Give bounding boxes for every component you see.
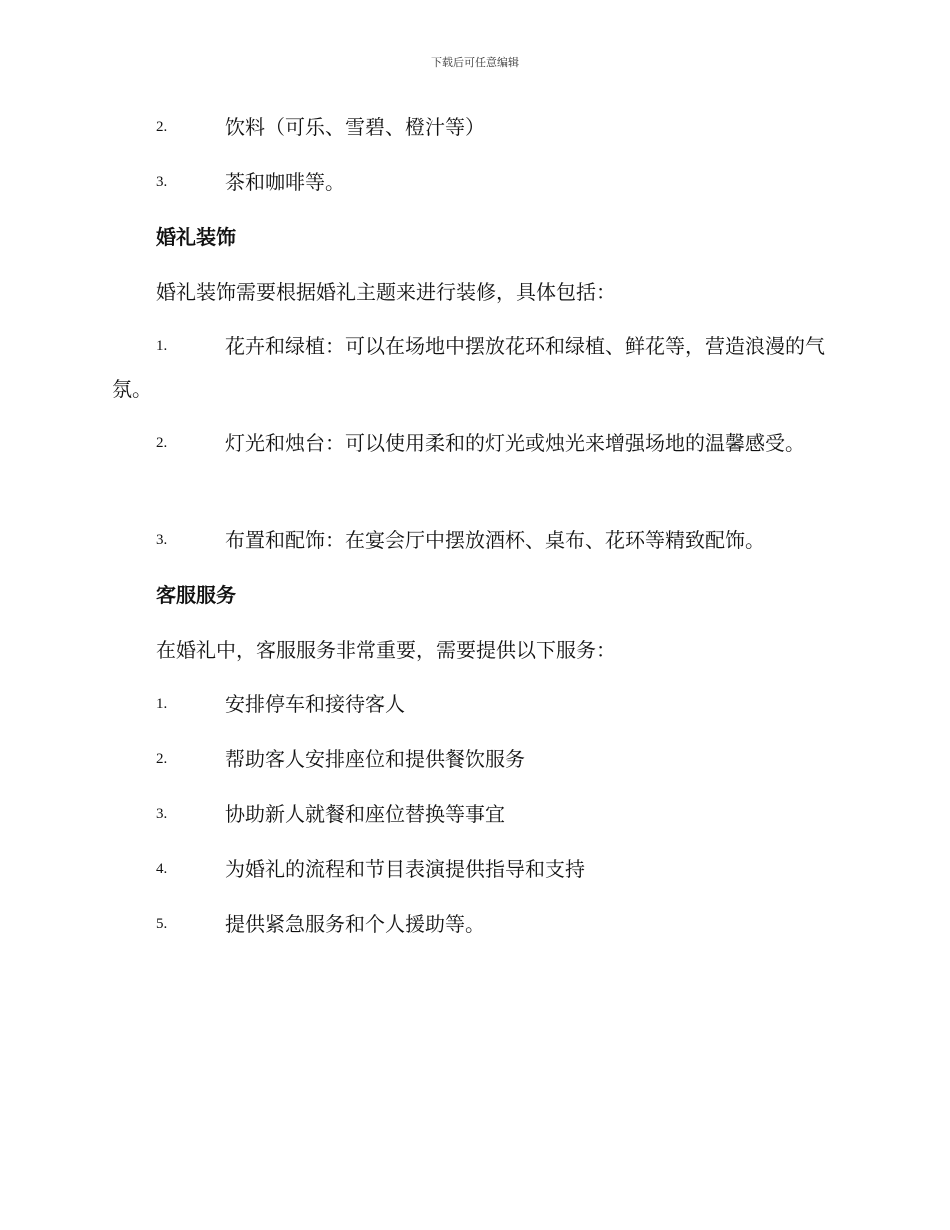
list-text: 布置和配饰：在宴会厅中摆放酒杯、桌布、花环等精致配饰。 — [225, 528, 765, 552]
list-number: 5. — [156, 916, 168, 932]
list-number: 2. — [156, 751, 168, 767]
list-number: 4. — [156, 861, 168, 877]
list-item — [112, 903, 837, 946]
list-number: 3. — [156, 174, 168, 190]
list-item — [112, 422, 837, 465]
list-text: 茶和咖啡等。 — [225, 170, 345, 194]
list-item — [112, 683, 837, 726]
list-number: 1. — [156, 696, 168, 712]
list-item — [112, 106, 837, 149]
list-item — [112, 738, 837, 781]
list-item — [112, 848, 837, 891]
header-note: 下载后可任意编辑 — [431, 56, 519, 69]
list-text: 为婚礼的流程和节目表演提供指导和支持 — [225, 857, 585, 881]
section-intro-service: 在婚礼中，客服服务非常重要，需要提供以下服务： — [156, 638, 616, 662]
list-item — [112, 519, 837, 562]
section-intro-decoration: 婚礼装饰需要根据婚礼主题来进行装修，具体包括： — [156, 280, 616, 304]
list-text: 花卉和绿植：可以在场地中摆放花环和绿植、鲜花等，营造浪漫的气氛。 — [112, 334, 825, 401]
list-number: 2. — [156, 119, 168, 135]
list-number: 1. — [156, 338, 168, 354]
list-text: 协助新人就餐和座位替换等事宜 — [225, 802, 505, 826]
list-text: 灯光和烛台：可以使用柔和的灯光或烛光来增强场地的温馨感受。 — [225, 431, 805, 455]
list-number: 3. — [156, 532, 168, 548]
list-item — [112, 161, 837, 204]
list-item — [112, 325, 837, 411]
section-heading-service: 客服服务 — [156, 583, 236, 607]
list-text: 饮料（可乐、雪碧、橙汁等） — [225, 115, 485, 139]
list-number: 3. — [156, 806, 168, 822]
list-text: 安排停车和接待客人 — [225, 692, 405, 716]
list-item — [112, 793, 837, 836]
section-heading-decoration: 婚礼装饰 — [156, 225, 236, 249]
list-text: 提供紧急服务和个人援助等。 — [225, 912, 485, 936]
list-text: 帮助客人安排座位和提供餐饮服务 — [225, 747, 525, 771]
list-number: 2. — [156, 435, 168, 451]
